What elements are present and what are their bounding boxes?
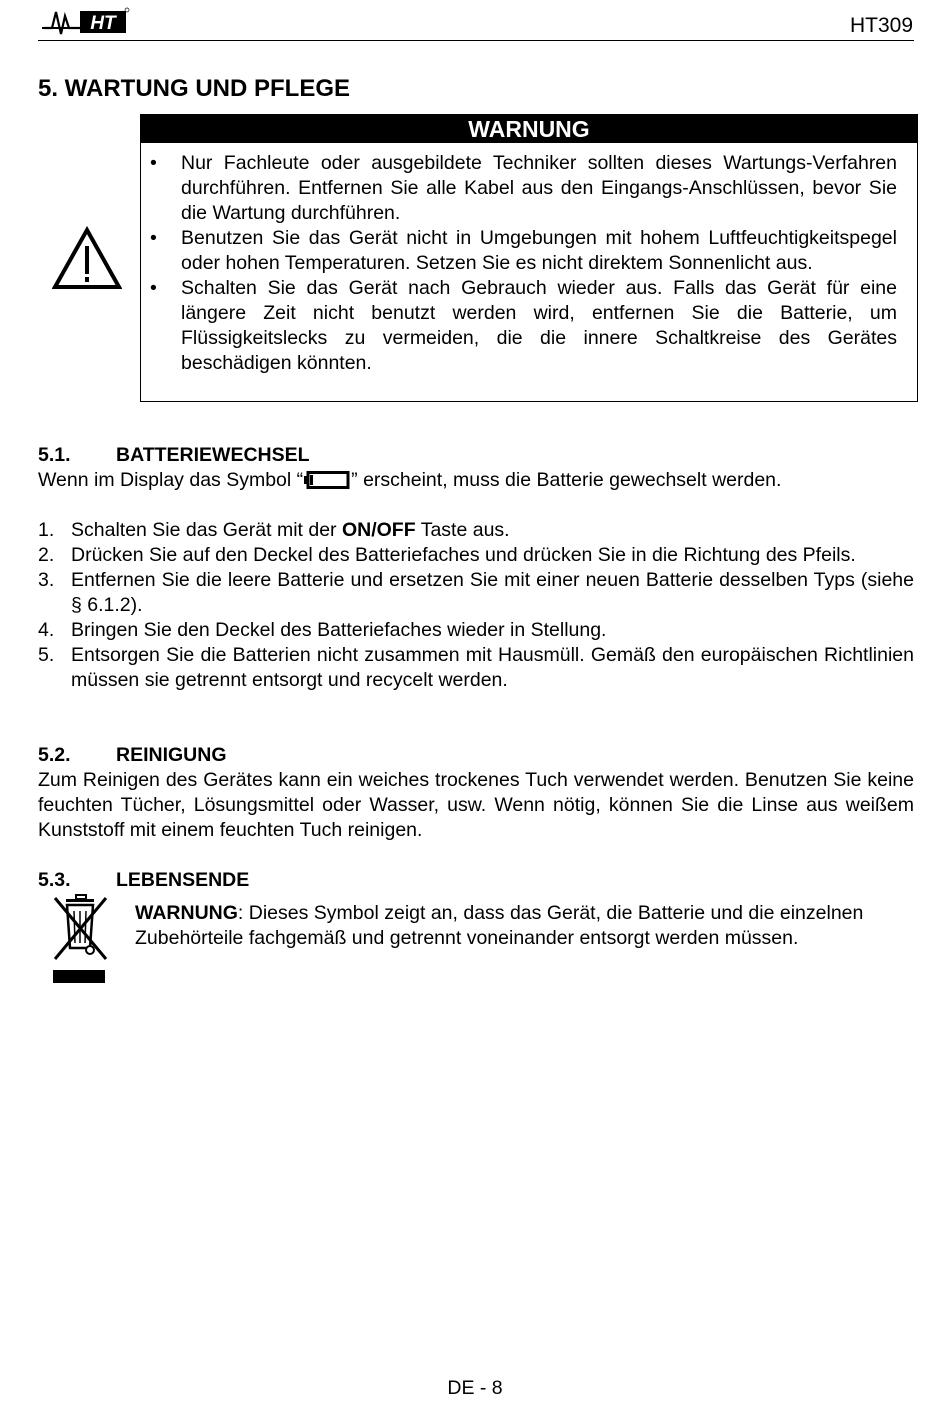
section-title: BATTERIEWECHSEL — [116, 444, 310, 466]
page-number: DE - 8 — [447, 1377, 503, 1399]
step-number: 4. — [38, 619, 55, 641]
warning-item-text: Schalten Sie das Gerät nach Gebrauch wieder aus. Falls das Gerät für eine längere Zeit nicht benutzt werden wird, entfernen Sie die Batterie, um Flüssigkeitslecks zu vermeiden, die die innere Schaltkreise des Gerätes beschädigen könnten. — [181, 277, 897, 374]
section-5-3-heading — [38, 868, 249, 893]
bullet: • — [150, 227, 157, 249]
step-item — [38, 518, 914, 543]
warning-list — [141, 151, 917, 376]
step-item — [38, 618, 914, 643]
step-item — [38, 543, 914, 568]
step-text: Schalten Sie das Gerät mit der — [71, 519, 342, 541]
step-number: 5. — [38, 644, 55, 666]
intro-text-after: ” erscheint, muss die Batterie gewechselt werden. — [351, 469, 782, 491]
intro-text-before: Wenn im Display das Symbol “ — [38, 469, 304, 491]
logo-text: HT — [90, 13, 116, 34]
warning-triangle-icon — [52, 226, 122, 290]
step-number: 1. — [38, 519, 55, 541]
warning-item-text: Nur Fachleute oder ausgebildete Techniker sollten dieses Wartungs-Verfahren durchführen. Entfernen Sie alle Kabel aus den Eingangs-Anschlüssen, bevor Sie die Wartung durchführen. — [181, 152, 897, 224]
warning-item — [141, 276, 917, 376]
cleaning-text: Zum Reinigen des Gerätes kann ein weiches trockenes Tuch verwendet werden. Benutzen Sie keine feuchten Tücher, Lösungsmittel oder Wasser, usw. Wenn nötig, können Sie die Linse aus weißem Kunststoff mit einem feuchten Tuch reinigen. — [38, 769, 914, 841]
page-title: 5. WARTUNG UND PFLEGE — [38, 75, 351, 102]
warning-header: WARNUNG — [141, 115, 917, 143]
step-item — [38, 568, 914, 618]
warning-item-text: Benutzen Sie das Gerät nicht in Umgebungen mit hohem Luftfeuchtigkeitspegel oder hohen Temperaturen. Setzen Sie es nicht direktem Sonnenlicht aus. — [181, 227, 897, 274]
weee-warning-body: : Dieses Symbol zeigt an, dass das Gerät, die Batterie und die einzelnen Zubehörteile fachgemäß und getrennt voneinander entsorgt werden müssen. — [135, 902, 864, 949]
section-5-2-heading — [38, 743, 227, 768]
section-number: 5.3. — [38, 869, 71, 891]
section-5-1-heading — [38, 443, 310, 468]
step-text: Taste aus. — [415, 519, 510, 541]
header-divider — [38, 40, 914, 41]
section-number: 5.2. — [38, 744, 71, 766]
battery-low-icon — [303, 471, 351, 489]
step-item — [38, 643, 914, 693]
weee-crossed-bin-icon — [50, 893, 110, 986]
section-title: LEBENSENDE — [116, 869, 250, 891]
section-title: REINIGUNG — [116, 744, 227, 766]
warning-item — [141, 151, 917, 226]
battery-steps-list — [38, 518, 914, 693]
weee-warning-label: WARNUNG — [135, 902, 238, 924]
bullet: • — [150, 152, 157, 174]
step-number: 2. — [38, 544, 55, 566]
warning-item — [141, 226, 917, 276]
section-number: 5.1. — [38, 444, 71, 466]
ht-logo — [40, 7, 130, 35]
step-text: Entfernen Sie die leere Batterie und ersetzen Sie mit einer neuen Batterie desselben Typs (siehe § 6.1.2). — [71, 569, 914, 616]
model-name: HT309 — [849, 14, 913, 37]
bullet: • — [150, 277, 157, 299]
warning-box — [140, 114, 918, 402]
step-text: Entsorgen Sie die Batterien nicht zusammen mit Hausmüll. Gemäß den europäischen Richtlinien müssen sie getrennt entsorgt und recycelt werden. — [71, 644, 914, 691]
step-text: Drücken Sie auf den Deckel des Batteriefaches und drücken Sie in die Richtung des Pfeils. — [71, 544, 856, 566]
step-text: Bringen Sie den Deckel des Batteriefaches wieder in Stellung. — [71, 619, 607, 641]
weee-warning-text — [135, 901, 905, 951]
step-number: 3. — [38, 569, 55, 591]
onoff-key-label: ON/OFF — [341, 519, 416, 541]
battery-intro — [38, 468, 914, 493]
